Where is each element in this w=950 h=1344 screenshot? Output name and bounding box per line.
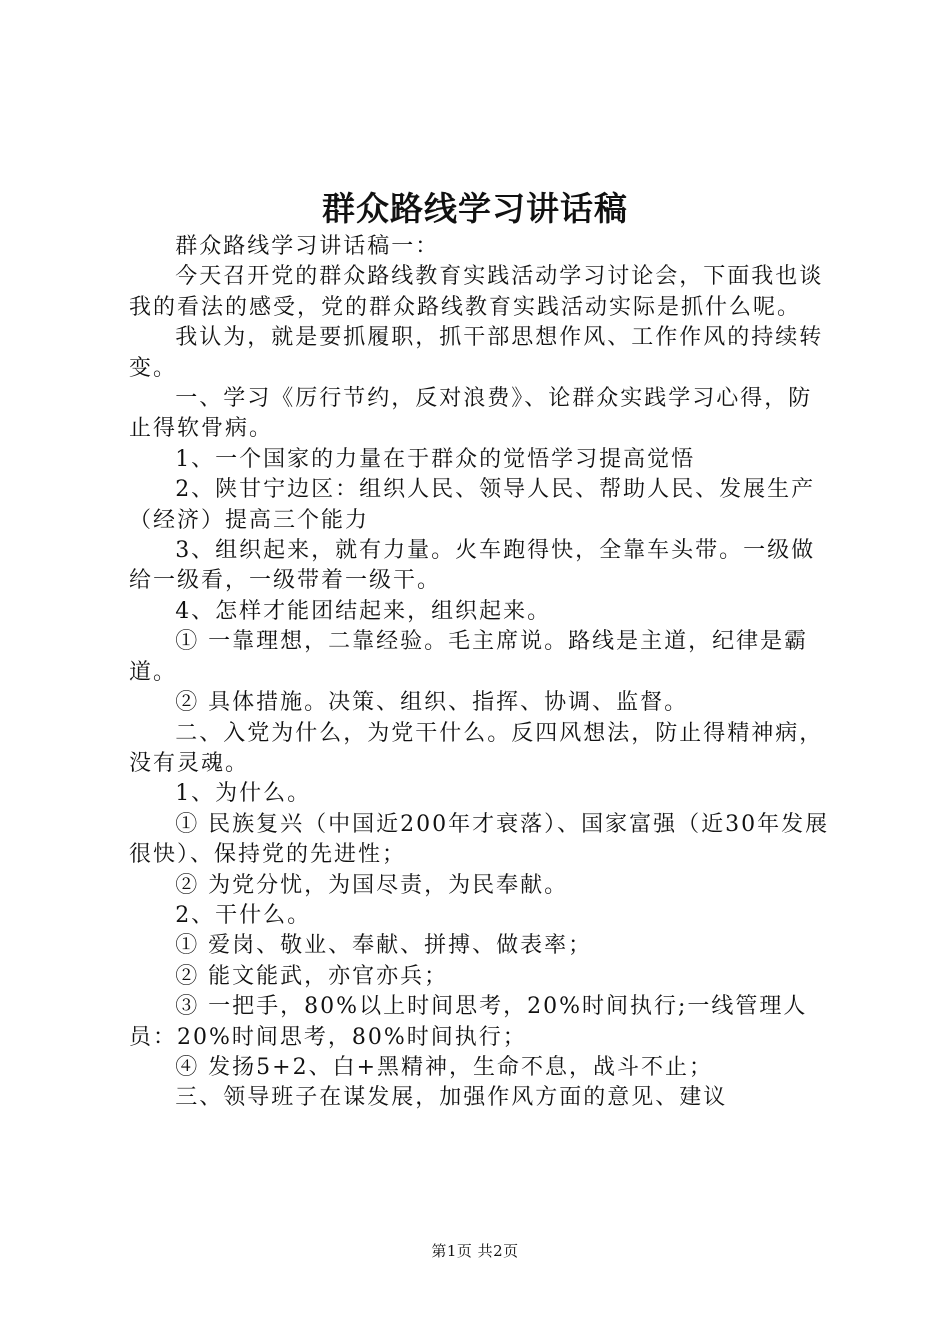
document-body [129,232,833,1114]
paragraph: ② 具体措施。决策、组织、指挥、协调、监督。 [175,690,689,716]
paragraph: ② 为党分忧，为国尽责，为民奉献。 [175,872,569,898]
paragraph: 2、干什么。 [175,902,312,928]
paragraph: 一、学习《厉行节约，反对浪费》、论群众实践学习心得，防止得软骨病。 [129,386,813,442]
paragraph: ① 一靠理想，二靠经验。毛主席说。路线是主道，纪律是霸道。 [129,629,809,685]
paragraph: ④ 发扬5+2、白+黑精神，生命不息，战斗不止； [175,1054,714,1080]
paragraph: 1、为什么。 [175,781,312,807]
paragraph: 我认为，就是要抓履职，抓干部思想作风、工作作风的持续转变。 [129,325,824,381]
paragraph: ② 能文能武，亦官亦兵； [175,963,449,989]
paragraph: 三、领导班子在谋发展，加强作风方面的意见、建议 [175,1085,728,1111]
paragraph: 3、组织起来，就有力量。火车跑得快，全靠车头带。一级做给一级看，一级带着一级干。 [129,538,816,594]
document-title: 群众路线学习讲话稿 [322,189,628,228]
paragraph: 2、陕甘宁边区：组织人民、领导人民、帮助人民、发展生产（经济）提高三个能力 [129,477,816,533]
page-footer: 第1页 共2页 [431,1242,519,1260]
paragraph: ③ 一把手，80%以上时间思考，20%时间执行;一线管理人员：20%时间思考，80%时间执行； [129,994,808,1050]
paragraph: ① 民族复兴（中国近200年才衰落）、国家富强（近30年发展很快）、保持党的先进性； [129,811,830,868]
paragraph: ① 爱岗、敬业、奉献、拼搏、做表率； [175,933,593,959]
paragraph: 群众路线学习讲话稿一： [175,234,440,259]
paragraph: 今天召开党的群众路线教育实践活动学习讨论会，下面我也谈我的看法的感受，党的群众路线教育实践活动实际是抓什么呢。 [129,264,824,320]
paragraph: 4、怎样才能团结起来，组织起来。 [175,598,552,624]
paragraph: 1、一个国家的力量在于群众的觉悟学习提高觉悟 [175,446,696,472]
paragraph: 二、入党为什么，为党干什么。反四风想法，防止得精神病，没有灵魂。 [129,720,824,776]
